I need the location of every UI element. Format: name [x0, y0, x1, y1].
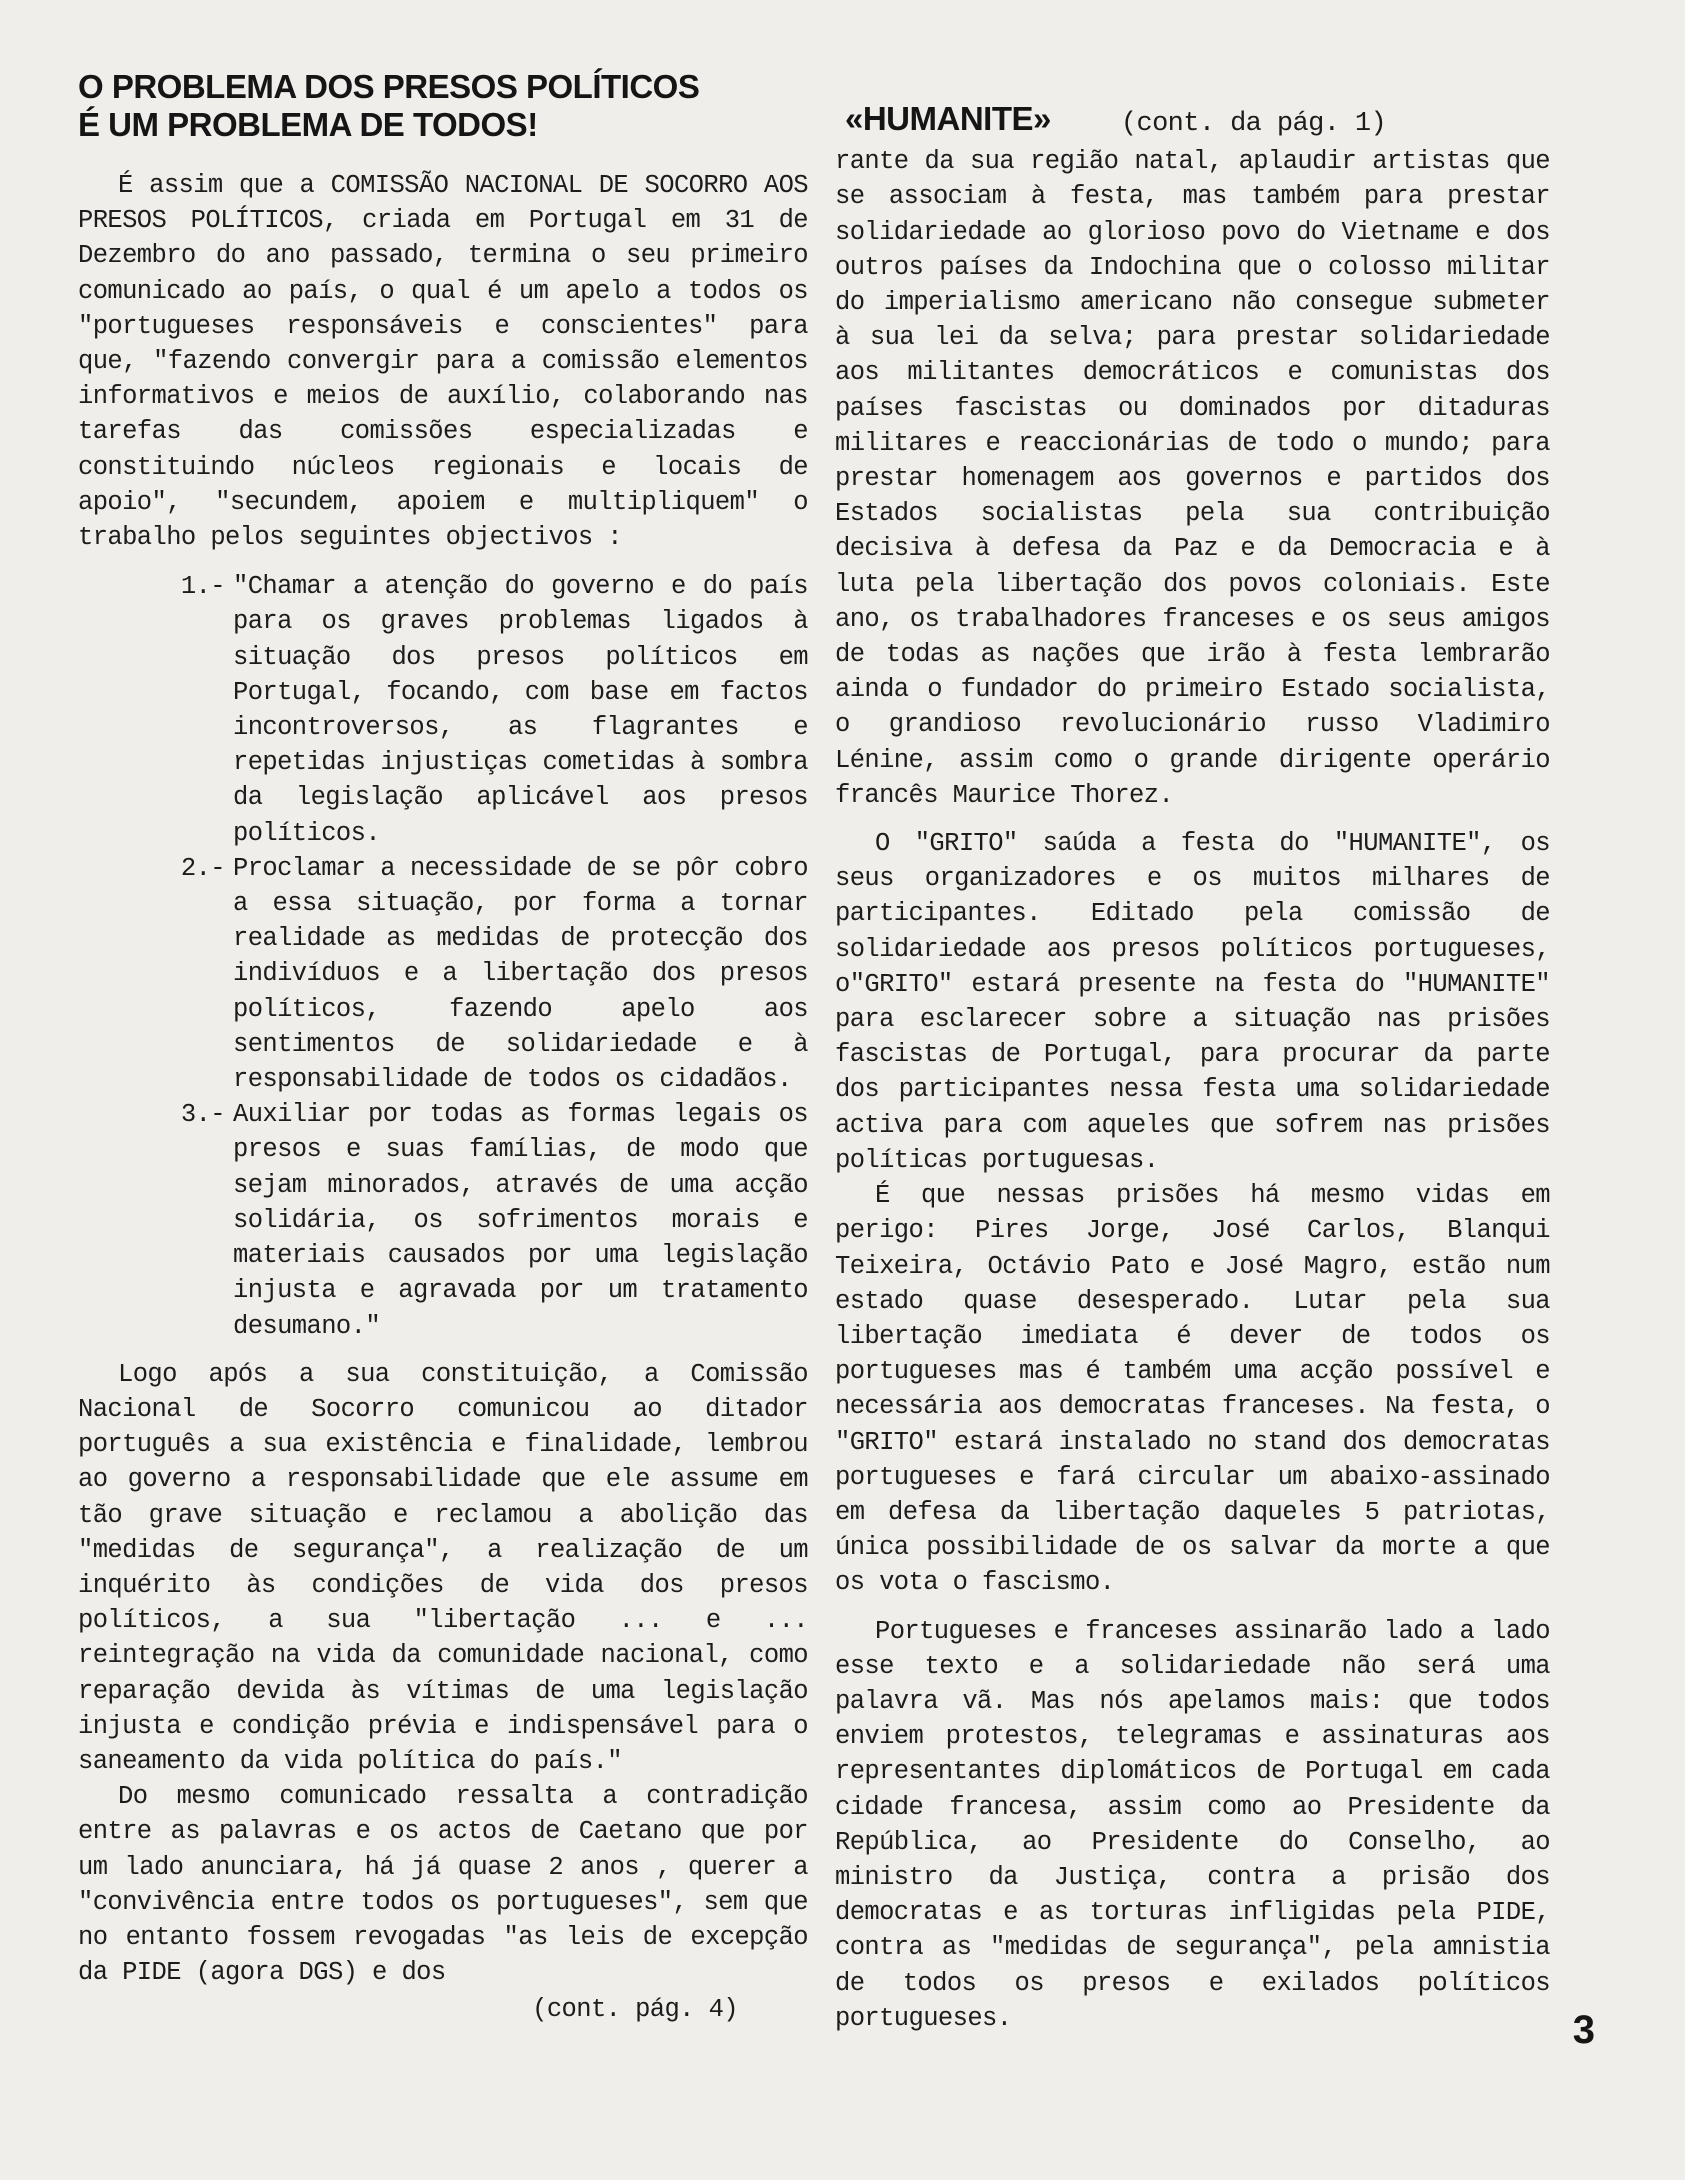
objectives-list [78, 569, 808, 1343]
right-column [835, 60, 1550, 2036]
item-text: "Chamar a atenção do governo e do país para os graves problemas ligados à situação dos presos políticos em Portugal, focando, com base em factos incontroversos, as flagrantes e repetidas injustiças cometidas à sombra da legislação aplicável aos presos políticos. [233, 572, 808, 848]
item-text: Proclamar a necessidade de se pôr cobro a essa situação, por forma a tornar realidade as medidas de protecção dos indivíduos e a libertação dos presos políticos, fazendo apelo aos sentimentos de solidariedade e à responsabilidade de todos os cidadãos. [233, 853, 808, 1095]
item-number: 2.- [180, 853, 225, 883]
body-paragraph: Portugueses e franceses assinarão lado a lado esse texto e a solidariedade não será uma palavra vã. Mas nós apelamos mais: que todos enviem protestos, telegramas e assinaturas aos representantes diplomáticos de Portugal em cada cidade francesa, assim como ao Presidente da República, ao Presidente do Conselho, ao ministro da Justiça, contra a prisão dos democratas e as torturas infligidas pela PIDE, contra as "medidas de segurança", pela amnistia de todos os presos e exilados políticos portugueses. [835, 1616, 1550, 2033]
title-line-2: É UM PROBLEMA DE TODOS! [78, 106, 538, 143]
body-paragraph: Do mesmo comunicado ressalta a contradição entre as palavras e os actos de Caetano que por um lado anunciara, há já quase 2 anos , querer a "convivência entre todos os portugueses", sem que no entanto fossem revogadas "as leis de excepção da PIDE (agora DGS) e dos [78, 1782, 808, 1988]
list-item [78, 851, 808, 1097]
article-title [78, 68, 808, 144]
list-item [78, 569, 808, 851]
continuation-note: (cont. da pág. 1) [1120, 109, 1387, 139]
title-line-1: O PROBLEMA DOS PRESOS POLÍTICOS [78, 68, 700, 105]
list-item [78, 1097, 808, 1343]
article-title: «HUMANITE» [845, 100, 1051, 137]
continuation-note: (cont. pág. 4) [532, 1995, 738, 2025]
intro-paragraph: É assim que a COMISSÃO NACIONAL DE SOCORRO AOS PRESOS POLÍTICOS, criada em Portugal em 31 de Dezembro do ano passado, termina o seu primeiro comunicado ao país, o qual é um apelo a todos os "portugueses responsáveis e conscientes" para que, "fazendo convergir para a comissão elementos informativos e meios de auxílio, colaborando nas tarefas das comissões especializadas e constituindo núcleos regionais e locais de apoio", "secundem, apoiem e multipliquem" o trabalho pelos seguintes objectivos : [78, 171, 808, 553]
left-column [78, 60, 808, 2028]
body-paragraph: Logo após a sua constituição, a Comissão Nacional de Socorro comunicou ao ditador português a sua existência e finalidade, lembrou ao governo a responsabilidade que ele assume em tão grave situação e reclamou a abolição das "medidas de segurança", a realização de um inquérito às condições de vida dos presos políticos, a sua "libertação ... e ... reintegração na vida da comunidade nacional, como reparação devida às vítimas de uma legislação injusta e condição prévia e indispensável para o saneamento da vida política do país." [78, 1359, 808, 1776]
item-number: 1.- [180, 572, 225, 602]
article-header [845, 101, 1550, 142]
item-text: Auxiliar por todas as formas legais os presos e suas famílias, de modo que sejam minorados, através de uma acção solidária, os sofrimentos morais e materiais causados por uma legislação injusta e agravada por um tratamento desumano." [233, 1100, 808, 1341]
item-number: 3.- [180, 1100, 225, 1130]
body-paragraph: É que nessas prisões há mesmo vidas em perigo: Pires Jorge, José Carlos, Blanqui Teixeira, Octávio Pato e José Magro, estão num estado quase desesperado. Lutar pela sua libertação imediata é dever de todos os portugueses mas é também uma acção possível e necessária aos democratas franceses. Na festa, o "GRITO" estará instalado no stand dos democratas portugueses e fará circular um abaixo-assinado em defesa da libertação daqueles 5 patriotas, única possibilidade de os salvar da morte a que os vota o fascismo. [835, 1181, 1550, 1598]
body-paragraph: O "GRITO" saúda a festa do "HUMANITE", os seus organizadores e os muitos milhares de participantes. Editado pela comissão de solidariedade aos presos políticos portugueses, o"GRITO" estará presente na festa do "HUMANITE" para esclarecer sobre a situação nas prisões fascistas de Portugal, para procurar da parte dos participantes nessa festa uma solidariedade activa para com aqueles que sofrem nas prisões políticas portuguesas. [835, 829, 1550, 1175]
page-number: 3 [1572, 2008, 1595, 2052]
body-paragraph: rante da sua região natal, aplaudir artistas que se associam à festa, mas também para prestar solidariedade ao glorioso povo do Vietname e dos outros países da Indochina que o colosso militar do imperialismo americano não consegue submeter à sua lei da selva; para prestar solidariedade aos militantes democráticos e comunistas dos países fascistas ou dominados por ditaduras militares e reaccionárias de todo o mundo; para prestar homenagem aos governos e partidos dos Estados socialistas pela sua contribuição decisiva à defesa da Paz e da Democracia e à luta pela libertação dos povos coloniais. Este ano, os trabalhadores franceses e os seus amigos de todas as nações que irão à festa lembrarão ainda o fundador do primeiro Estado socialista, o grandioso revolucionário russo Vladimiro Lénine, assim como o grande dirigente operário francês Maurice Thorez. [835, 147, 1550, 810]
